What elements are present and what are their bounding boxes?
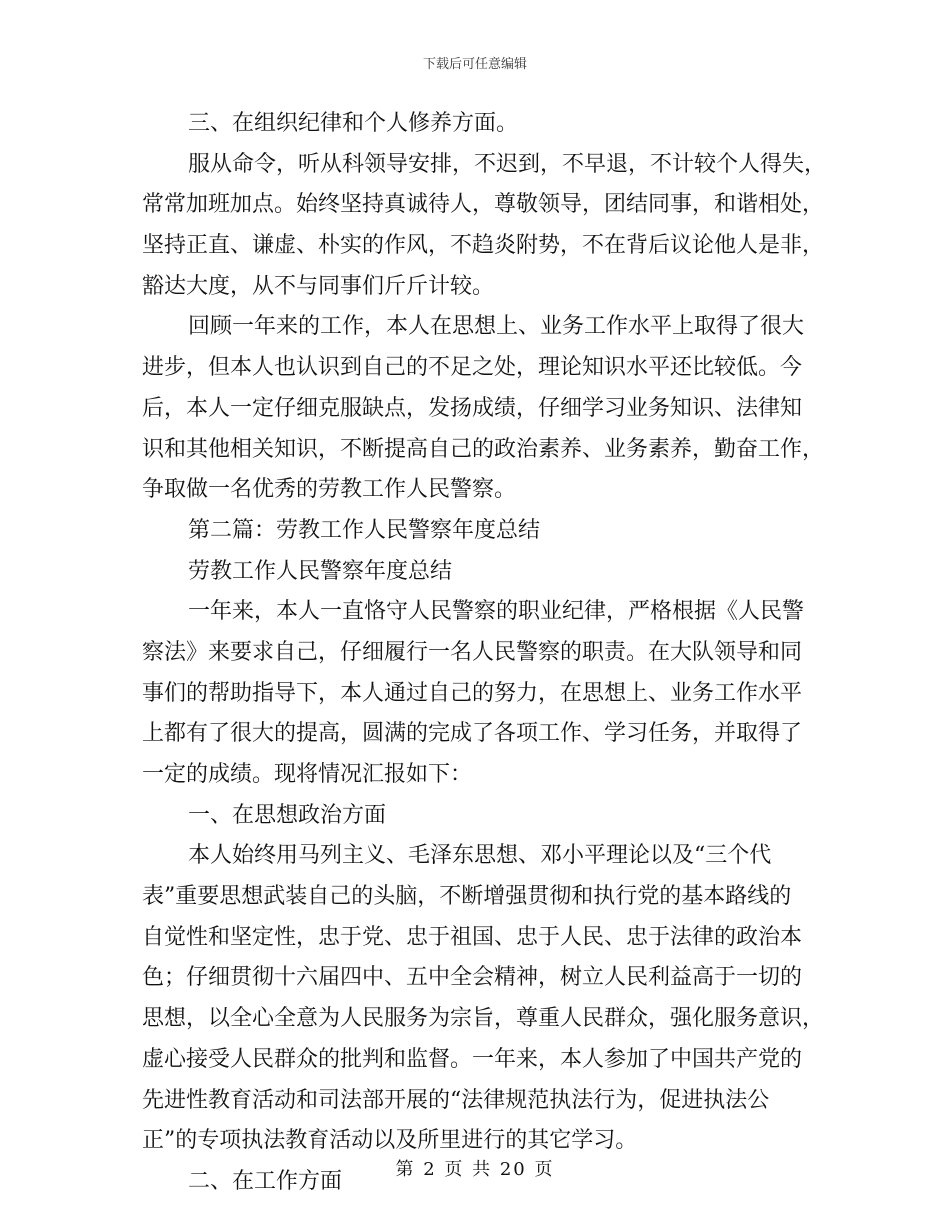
text-line: 常常加班加点。始终坚持真诚待人，尊敬领导，团结同事，和谐相处， [142,192,825,218]
text-line: 二、在工作方面 [188,1168,343,1194]
text-line: 进步，但本人也认识到自己的不足之处，理论知识水平还比较低。今 [142,355,803,381]
document-body [142,104,827,1203]
page-footer: 第 2 页 共 20 页 [395,1159,555,1180]
text-line: 思想，以全心全意为人民服务为宗旨，尊重人民群众，强化服务意识， [142,1006,825,1032]
text-line: 后，本人一定仔细克服缺点，发扬成绩，仔细学习业务知识、法律知 [142,395,803,421]
text-line: 一年来，本人一直恪守人民警察的职业纪律，严格根据《人民警 [188,599,805,625]
text-line: 事们的帮助指导下，本人通过自己的努力，在思想上、业务工作水平 [142,680,803,706]
text-line: 服从命令，听从科领导安排，不迟到，不早退，不计较个人得失， [188,151,827,177]
text-line: 正”的专项执法教育活动以及所里进行的其它学习。 [142,1128,638,1154]
text-line: 争取做一名优秀的劳教工作人民警察。 [142,477,517,503]
text-line: 表”重要思想武装自己的头脑，不断增强贯彻和执行党的基本路线的 [142,884,792,910]
text-line: 本人始终用马列主义、毛泽东思想、邓小平理论以及“三个代 [188,843,772,869]
text-line: 先进性教育活动和司法部开展的“法律规范执法行为，促进执法公 [142,1087,770,1113]
page-header: 下载后可任意编辑 [422,57,527,72]
text-line: 察法》来要求自己，仔细履行一名人民警察的职责。在大队领导和同 [142,639,803,665]
text-line: 三、在组织纪律和个人修养方面。 [188,111,519,136]
text-line: 虚心接受人民群众的批判和监督。一年来，本人参加了中国共产党的 [142,1046,803,1072]
text-line: 自觉性和坚定性，忠于党、忠于祖国、忠于人民、忠于法律的政治本 [142,924,803,950]
text-line: 上都有了很大的提高，圆满的完成了各项工作、学习任务，并取得了 [142,721,803,747]
text-line: 色；仔细贯彻十六届四中、五中全会精神，树立人民利益高于一切的 [142,965,803,991]
text-line: 第二篇：劳教工作人民警察年度总结 [188,517,541,543]
text-line: 坚持正直、谦虚、朴实的作风，不趋炎附势，不在背后议论他人是非， [142,233,825,259]
text-line: 豁达大度，从不与同事们斤斤计较。 [142,273,495,299]
text-line: 一定的成绩。现将情况汇报如下： [142,762,473,787]
text-line: 劳教工作人民警察年度总结 [188,558,453,584]
text-line: 一、在思想政治方面 [188,802,387,828]
text-line: 回顾一年来的工作，本人在思想上、业务工作水平上取得了很大 [188,314,805,340]
text-line: 识和其他相关知识，不断提高自己的政治素养、业务素养，勤奋工作， [142,436,825,462]
